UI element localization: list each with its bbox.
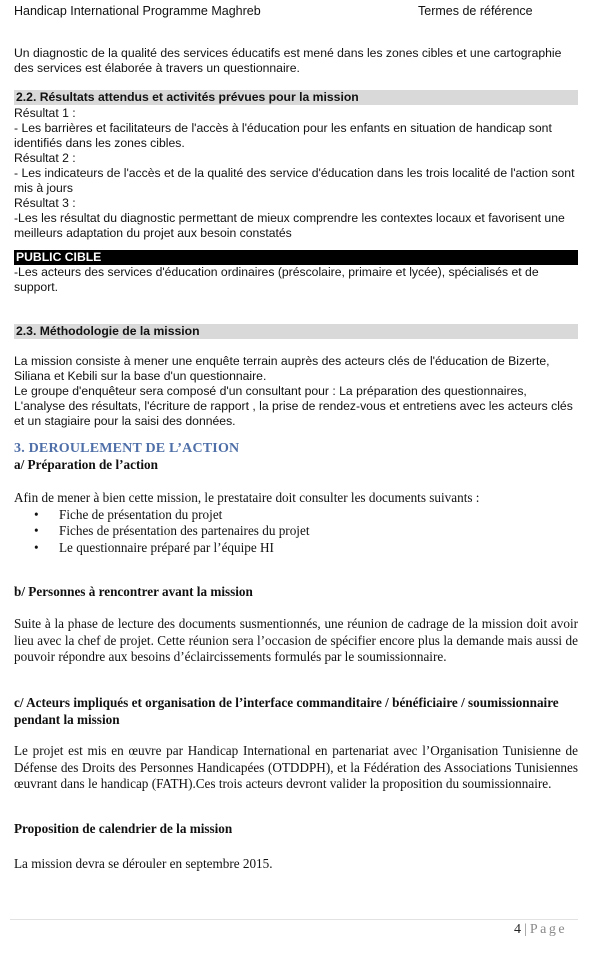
section-3 (14, 441, 578, 474)
subsection-a-intro: Afin de mener à bien cette mission, le prestataire doit consulter les documents suivants : (14, 490, 480, 505)
header-organization: Handicap International Programme Maghreb (14, 4, 261, 18)
page-number: 4 (514, 922, 521, 937)
page-separator: | (524, 922, 527, 937)
section-2-3-title: 2.3. Méthodologie de la mission (14, 324, 578, 339)
result-2-text: - Les indicateurs de l'accès et de la qualité des service d'éducation dans les trois localité de l'action sont mis à jours (14, 166, 575, 195)
public-cible-section (14, 250, 578, 295)
page-label: Page (529, 922, 568, 937)
result-3-label: Résultat 3 : (14, 196, 76, 210)
subsection-b-paragraph: Suite à la phase de lecture des documents susmentionnés, une réunion de cadrage de la mission doit avoir lieu avec la chef de projet. Cette réunion sera l’occasion de spécifier encore plus la demande mais aussi de pouvoir répondre aux besoins d’éclaircissements formulés par le soumissionnaire. (14, 616, 578, 664)
subsection-c-paragraph: Le projet est mis en œuvre par Handicap International en partenariat avec l’Organisation Tunisienne de Défense des Droits des Personnes Handicapées (OTDDPH), et la Fédération des Associations Tunisiennes œuvrant dans le handicap (FATH).Ces trois acteurs devront valider la proposition du soumissionnaire. (14, 743, 578, 791)
section-3-title: 3. DEROULEMENT DE L’ACTION (14, 441, 240, 456)
footer-divider (10, 919, 578, 920)
subsection-b-title: b/ Personnes à rencontrer avant la mission (14, 584, 253, 599)
methodology-paragraph-1: La mission consiste à mener une enquête terrain auprès des acteurs clés de l'éducation de Bizerte, Siliana et Kebili sur la base d'un questionnaire. (14, 354, 550, 383)
calendar-text: La mission devra se dérouler en septembre 2015. (14, 856, 273, 871)
page-footer (514, 922, 567, 938)
list-item: • Fiches de présentation des partenaires du projet (14, 523, 578, 540)
section-2-2-title: 2.2. Résultats attendus et activités prévues pour la mission (14, 90, 578, 105)
subsection-a (14, 490, 578, 556)
section-2-3 (14, 324, 578, 429)
calendar-title: Proposition de calendrier de la mission (14, 821, 233, 836)
list-item: • Fiche de présentation du projet (14, 507, 578, 524)
section-2-2 (14, 90, 578, 241)
documents-list (14, 507, 578, 557)
result-1-text: - Les barrières et facilitateurs de l'accès à l'éducation pour les enfants en situation de handicap sont identifiés dans les zones cibles. (14, 121, 552, 150)
public-cible-title: PUBLIC CIBLE (14, 250, 578, 265)
header-document-type: Termes de référence (418, 4, 533, 18)
result-2-label: Résultat 2 : (14, 151, 76, 165)
intro-paragraph: Un diagnostic de la qualité des services éducatifs est mené dans les zones cibles et une cartographie des services est élaborée à travers un questionnaire. (14, 46, 562, 75)
list-item: • Le questionnaire préparé par l’équipe HI (14, 540, 578, 557)
result-3-text: -Les les résultat du diagnostic permettant de mieux comprendre les contextes locaux et favorisent une meilleurs adaptation du projet aux besoin constatés (14, 211, 565, 240)
subsection-a-title: a/ Préparation de l’action (14, 457, 158, 472)
public-cible-text: -Les acteurs des services d'éducation ordinaires (préscolaire, primaire et lycée), spécialisés et de support. (14, 265, 539, 294)
result-1-label: Résultat 1 : (14, 106, 76, 120)
subsection-c-title: c/ Acteurs impliqués et organisation de l’interface commanditaire / bénéficiaire / soumissionnaire pendant la mission (14, 695, 559, 727)
methodology-paragraph-2: Le groupe d'enquêteur sera composé d'un consultant pour : La préparation des questionnaires, L'analyse des résultats, l'écriture de rapport , la prise de rendez-vous et entretiens avec les acteurs clés et un stagiaire pour la saisi des données. (14, 384, 573, 428)
